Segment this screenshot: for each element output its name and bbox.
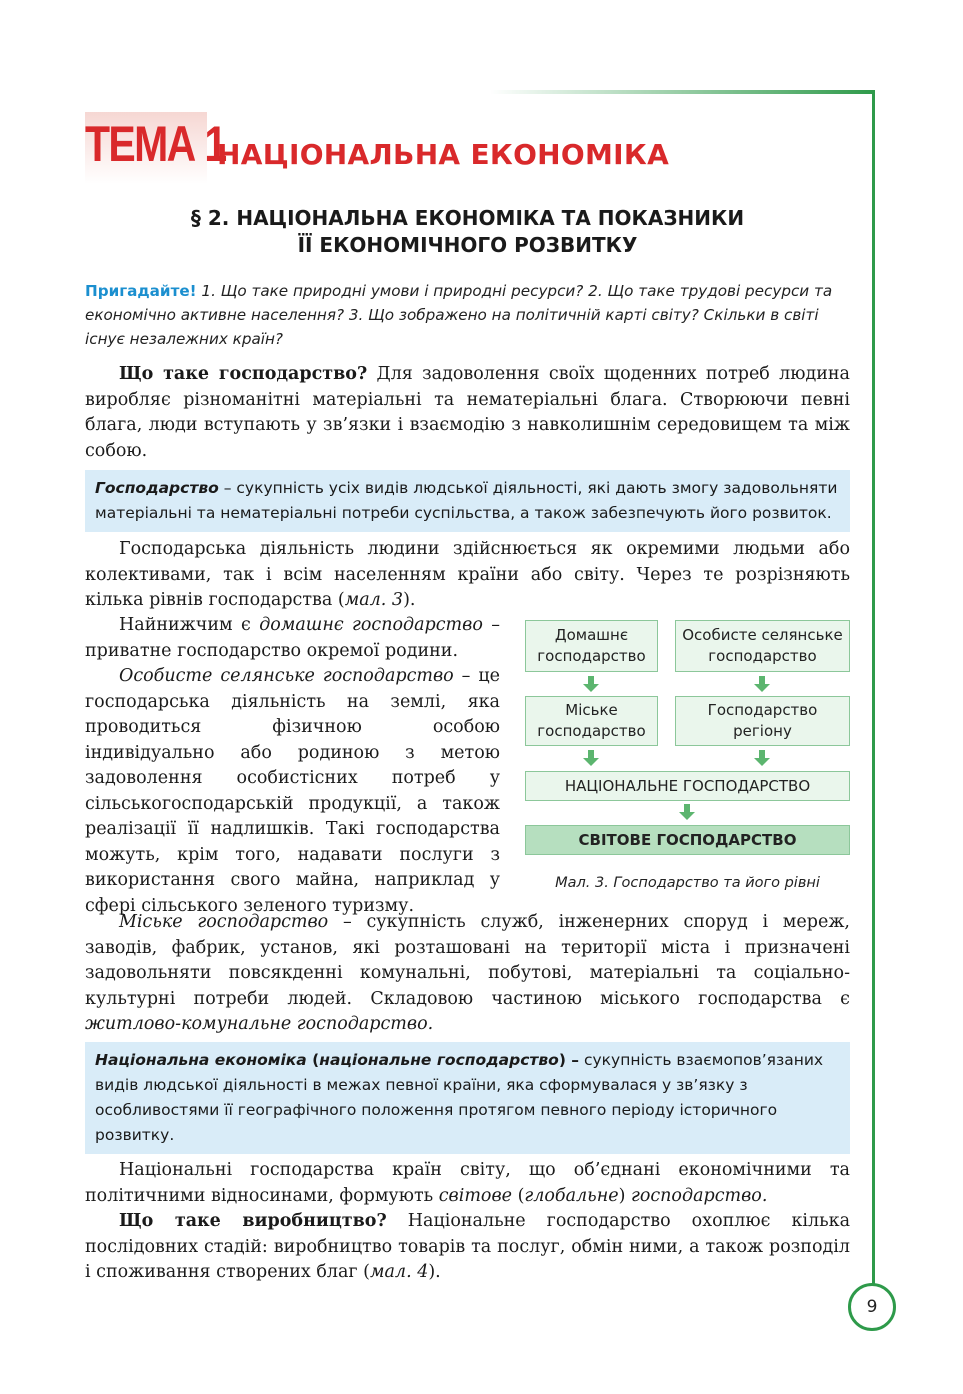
- term-global: глобальне: [524, 1185, 619, 1206]
- paragraph-household: [85, 613, 500, 664]
- definition-term-alt: національне господарство: [319, 1051, 559, 1069]
- paragraph-text: Національні господарства країн світу, що об’єднані економічними та політичними відносинами, формують: [85, 1160, 850, 1206]
- term-economy: господарство.: [630, 1185, 768, 1206]
- paragraph-text: Найнижчим є: [119, 615, 260, 635]
- paragraph-levels: [85, 537, 850, 614]
- page-number: 9: [848, 1283, 896, 1331]
- figure-reference: мал. 3: [344, 590, 404, 610]
- term-peasant-household: Особисте селянське господарство: [119, 666, 454, 686]
- figure-reference: мал. 4: [369, 1262, 429, 1282]
- section-title: [85, 205, 850, 259]
- diagram-box-national: НАЦІОНАЛЬНЕ ГОСПОДАРСТВО: [525, 771, 850, 801]
- definition-text: сукупність взаємопов’язаних видів людської діяльності в межах певної країни, яка сформувалася у зв’язку з особливостями її географічного положення протягом певного періоду історичного розвитку.: [95, 1051, 824, 1144]
- tema-label: ТЕМА 1: [85, 116, 226, 172]
- remember-label: Пригадайте!: [85, 282, 197, 300]
- paragraph-text: Господарська діяльність людини здійснюється як окремими людьми або колективами, так і всім населенням країни або світу. Через те розрізняють кілька рівнів господарства (: [85, 539, 850, 610]
- diagram-box-regional: Господарство регіону: [675, 696, 850, 746]
- paragraph-urban-economy: [85, 910, 850, 1038]
- paragraph-text: Національне господарство охоплює кілька послідовних стадій: виробництво товарів та послуг, обмін ними, а також розподіл і споживання створених благ (: [85, 1211, 851, 1282]
- term-housing-utility: житлово-комунальне господарство.: [85, 1014, 434, 1034]
- right-decor-line: [872, 90, 875, 1310]
- section-title-line1: § 2. НАЦІОНАЛЬНА ЕКОНОМІКА ТА ПОКАЗНИКИ: [190, 206, 745, 230]
- paragraph-what-is-economy: [85, 362, 850, 464]
- paren: (: [512, 1185, 525, 1206]
- term-household: домашнє господарство: [259, 615, 483, 635]
- question-heading: Що таке виробництво?: [119, 1211, 387, 1231]
- topic-title: НАЦІОНАЛЬНА ЕКОНОМІКА: [217, 138, 670, 171]
- section-title-line2: ЇЇ ЕКОНОМІЧНОГО РОЗВИТКУ: [297, 233, 638, 257]
- definition-text: – сукупність усіх видів людської діяльності, які дають змогу задовольняти матеріальні та нематеріальні потреби суспільства, а також забезпечують його розвиток.: [95, 479, 838, 522]
- paragraph-text-end: ).: [403, 590, 416, 610]
- diagram-box-world: СВІТОВЕ ГОСПОДАРСТВО: [525, 825, 850, 855]
- term-urban-economy: Міське господарство: [119, 912, 329, 932]
- paragraph-text-end: – приватне господарство окремої родини.: [85, 615, 500, 661]
- definition-box-national-economy: [85, 1042, 850, 1154]
- paragraph-peasant-household: [85, 664, 500, 919]
- diagram-box-peasant: Особисте селянське господарство: [675, 620, 850, 672]
- paragraph-what-is-production: [85, 1209, 850, 1286]
- remember-questions: 1. Що таке природні умови і природні ресурси? 2. Що таке трудові ресурси та економічно активне населення? 3. Що зображено на політичній карті світу? Скільки в світі існує незалежних країн?: [85, 282, 833, 348]
- remember-block: [85, 279, 850, 351]
- definition-paren: (: [306, 1051, 320, 1069]
- diagram-box-domestic: Домашнє господарство: [525, 620, 658, 672]
- top-decor-line: [490, 90, 875, 94]
- paragraph-world-economy: [85, 1158, 850, 1209]
- paren: ): [618, 1185, 631, 1206]
- paragraph-text: Для задоволення своїх щоденних потреб людина виробляє різноманітні матеріальні та нематеріальні блага. Створюючи певні блага, люди вступають у зв’язки і взаємодію з навколишнім середовищем та між собою.: [85, 364, 850, 461]
- paragraph-text: – це господарська діяльність на землі, яка проводиться фізичною особою індивідуально або родиною з метою задоволення особистісних потреб у сільськогосподарській продукції, а також реалізації її надлишків. Такі господарства можуть, крім того, надавати послуги з використання свого майна, наприклад у сфері сільського зеленого туризму.: [85, 666, 500, 916]
- term-world: світове: [438, 1185, 512, 1206]
- figure-caption: Мал. 3. Господарство та його рівні: [555, 875, 820, 891]
- diagram-box-urban: Міське господарство: [525, 696, 658, 746]
- paragraph-text: – сукупність служб, інженерних споруд і мереж, заводів, фабрик, установ, які розташовані на території міста і призначені задовольняти повсякденні комунальні, побутові, матеріальні та соціально-культурні потреби людей. Складовою частиною міського господарства є: [85, 912, 850, 1009]
- question-heading: Що таке господарство?: [119, 364, 368, 384]
- definition-paren: ) –: [558, 1051, 580, 1069]
- definition-box-economy: [85, 470, 850, 532]
- definition-term: Національна економіка: [95, 1051, 307, 1069]
- definition-term: Господарство: [95, 479, 219, 497]
- paragraph-text-end: ).: [428, 1262, 441, 1282]
